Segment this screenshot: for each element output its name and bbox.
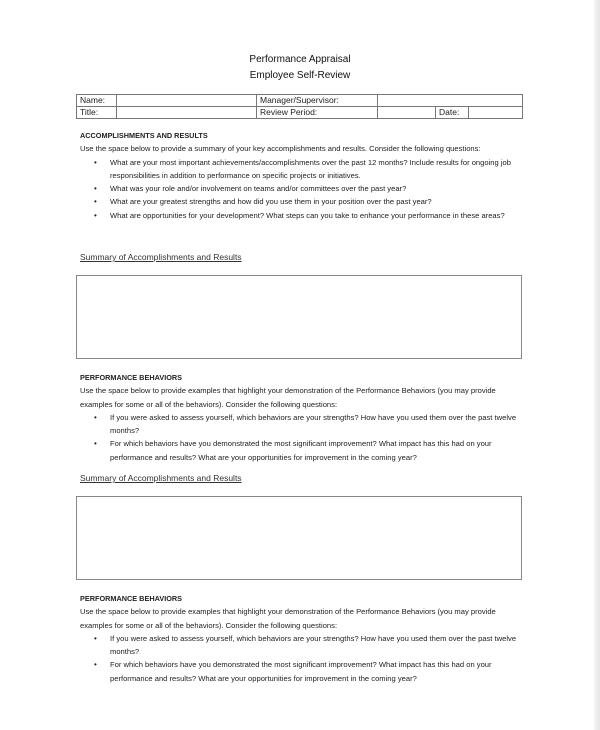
date-label: Date: xyxy=(436,107,469,119)
bullet-icon: • xyxy=(94,412,97,422)
list-item: • For which behaviors have you demonstrated the most significant improvement? What impact has this had on your performance and results? What are your opportunities for improvement in the coming year? xyxy=(94,439,492,462)
section-intro: Use the space below to provide examples that highlight your demonstration of the Performance Behaviors (you may provide examples for some or all of the behaviors). Consider the following questions: xyxy=(80,607,496,630)
bullet-icon: • xyxy=(94,210,97,220)
name-field[interactable] xyxy=(117,95,257,107)
manager-field[interactable] xyxy=(378,95,523,107)
list-item: • What was your role and/or involvement on teams and/or committees over the past year? xyxy=(80,182,520,195)
section-heading: PERFORMANCE BEHAVIORS xyxy=(80,594,183,603)
question-list xyxy=(80,411,520,464)
summary-label: Summary of Accomplishments and Results xyxy=(80,473,242,483)
name-label: Name: xyxy=(77,95,117,107)
section-intro: Use the space below to provide examples that highlight your demonstration of the Performance Behaviors (you may provide examples for some or all of the behaviors). Consider the following questions: xyxy=(80,386,496,409)
manager-label: Manager/Supervisor: xyxy=(257,95,378,107)
review-period-field[interactable] xyxy=(378,107,436,119)
summary-label: Summary of Accomplishments and Results xyxy=(80,252,242,262)
page-edge-shadow xyxy=(594,0,600,730)
section-intro: Use the space below to provide a summary of your key accomplishments and results. Consider the following questions: xyxy=(80,144,481,154)
section-heading: ACCOMPLISHMENTS AND RESULTS xyxy=(80,131,208,140)
review-period-label: Review Period: xyxy=(257,107,378,119)
accomplishments-section xyxy=(80,129,520,222)
bullet-icon: • xyxy=(94,184,97,194)
bullet-icon: • xyxy=(94,439,97,449)
performance-behaviors-section xyxy=(80,592,520,685)
performance-behaviors-section xyxy=(80,371,520,464)
list-item: • What are opportunities for your development? What steps can you take to enhance your performance in these areas? xyxy=(80,209,520,222)
bullet-icon: • xyxy=(94,157,97,167)
list-item: • If you were asked to assess yourself, which behaviors are your strengths? How have you used them over the past twelve months? xyxy=(94,633,517,657)
summary-text-box[interactable] xyxy=(76,496,522,580)
bullet-icon: • xyxy=(94,197,97,207)
section-heading: PERFORMANCE BEHAVIORS xyxy=(80,373,183,382)
table-row xyxy=(77,95,523,107)
bullet-icon: • xyxy=(94,660,97,670)
table-row xyxy=(77,107,523,119)
title-field[interactable] xyxy=(117,107,257,119)
document-title: Performance Appraisal xyxy=(249,54,351,65)
date-field[interactable] xyxy=(469,107,523,119)
document-subtitle: Employee Self-Review xyxy=(249,70,351,81)
title-label: Title: xyxy=(77,107,117,119)
list-item: • What are your most important achievements/accomplishments over the past 12 months? Include results for ongoing job responsibilities in addition to performance on specific projects or initiatives. xyxy=(94,157,511,180)
bullet-icon: • xyxy=(94,633,97,643)
list-item: • For which behaviors have you demonstrated the most significant improvement? What impact has this had on your performance and results? What are your opportunities for improvement in the coming year? xyxy=(94,660,492,683)
employee-info-table xyxy=(76,94,523,119)
question-list xyxy=(80,156,520,222)
list-item: • What are your greatest strengths and how did you use them in your position over the past year? xyxy=(80,195,520,208)
list-item: • If you were asked to assess yourself, which behaviors are your strengths? How have you used them over the past twelve months? xyxy=(94,412,517,436)
summary-text-box[interactable] xyxy=(76,275,522,359)
question-list xyxy=(80,632,520,685)
